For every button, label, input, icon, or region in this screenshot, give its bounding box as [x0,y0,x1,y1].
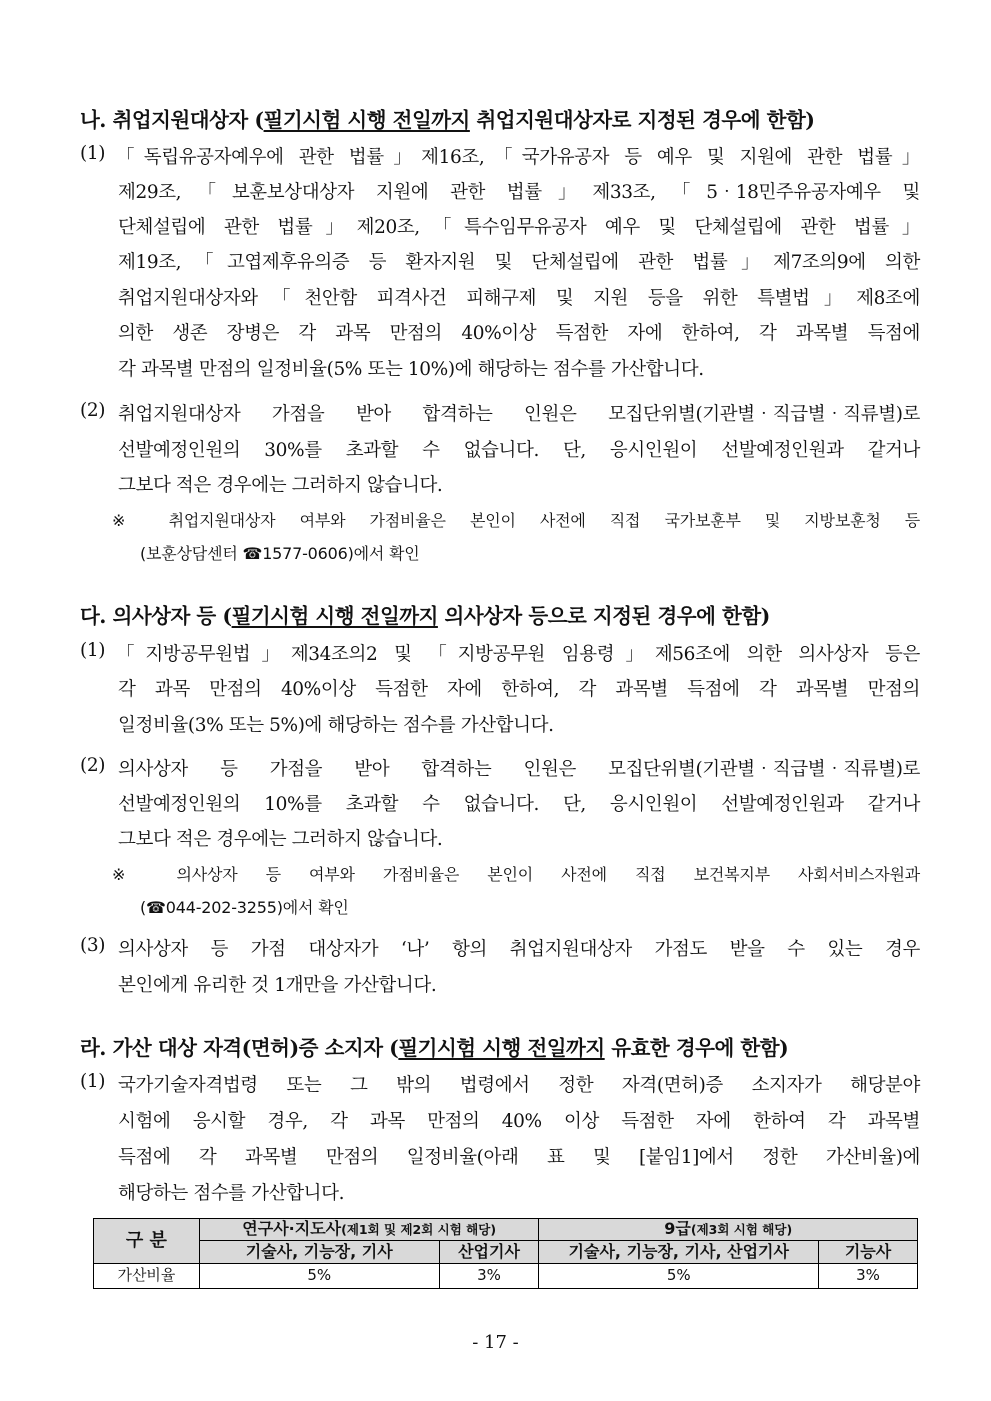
item-line: 국가기술자격법령 또는 그 밖의 법령에서 정한 자격(면허)증 소지자가 해당분야 [118,1075,920,1096]
table-subheader: 기술사, 기능장, 기사 [199,1241,439,1264]
table-header-group-grade9 [539,1219,918,1241]
item-line: 각 과목 만점의 40%이상 득점한 자에 한하여, 각 과목별 득점에 각 과목별 만점의 [118,679,920,700]
note-line: (보훈상담센터 ☎1577-0606)에서 확인 [140,544,420,563]
item-line: 취업지원대상자와「천안함 피격사건 피해구제 및 지원 등을 위한 특별법」제8조에 [118,288,920,309]
item-line: 「독립유공자예우에 관한 법률」제16조,「국가유공자 등 예우 및 지원에 관한 법률」 [116,147,920,168]
group-sub-label: (제3회 시험 해당) [690,1222,793,1238]
item-line: 「지방공무원법」제34조의2 및 「지방공무원 임용령」제56조에 의한 의사상자 등은 [116,644,920,665]
section-heading-da [80,599,920,629]
item-number: (3) [80,935,106,956]
item-line: 그보다 적은 경우에는 그러하지 않습니다. [118,475,443,496]
item-line: 일정비율(3% 또는 5%)에 해당하는 점수를 가산합니다. [118,715,554,736]
table-cell: 5% [199,1264,439,1289]
table-cell: 3% [439,1264,539,1289]
group-label: 9급 [664,1219,691,1239]
item-line: 그보다 적은 경우에는 그러하지 않습니다. [118,829,443,850]
heading-underline-text: 필기시험 시행 전일까지 [263,108,470,132]
heading-text: 취업지원대상자로 지정된 경우에 한함) [469,108,815,132]
section-heading-na [80,103,920,133]
item-line: 각 과목별 만점의 일정비율(5% 또는 10%)에 해당하는 점수를 가산합니다. [118,359,704,380]
page-number: - 17 - [472,1332,519,1353]
heading-text: 다. 의사상자 등 ( [80,604,232,628]
item-line: 의사상자 등 가점 대상자가 ‘나’ 항의 취업지원대상자 가점도 받을 수 있는 경우 [118,939,920,960]
item-line: 취업지원대상자 가점을 받아 합격하는 인원은 모집단위별(기관별‧직급별‧직류별)로 [118,404,920,425]
item-line: 시험에 응시할 경우, 각 과목 만점의 40% 이상 득점한 자에 한하여 각 과목별 [118,1111,920,1132]
item-line: 제29조,「보훈보상대상자 지원에 관한 법률」제33조,「5‧18민주유공자예우 및 [118,182,920,203]
table-header-category: 구 분 [94,1219,200,1264]
item-number: (1) [80,1071,106,1092]
item-line: 본인에게 유리한 것 1개만을 가산합니다. [118,975,437,996]
item-number: (1) [80,640,106,661]
table-subheader: 기능사 [819,1241,918,1264]
group-sub-label: (제1회 및 제2회 시험 해당) [341,1222,497,1238]
item-number: (1) [80,143,106,164]
group-label: 연구사·지도사 [242,1219,342,1239]
note-line: (☎044-202-3255)에서 확인 [140,898,349,917]
item-line: 의한 생존 장병은 각 과목 만점의 40%이상 득점한 자에 한하여, 각 과목별 득점에 [118,323,920,344]
heading-text: 의사상자 등으로 지정된 경우에 한함) [437,604,770,628]
note-line: ※ 의사상자 등 여부와 가점비율은 본인이 사전에 직접 보건복지부 사회서비스자원과 [112,865,920,884]
item-line: 선발예정인원의 30%를 초과할 수 없습니다. 단, 응시인원이 선발예정인원과 같거나 [118,440,920,461]
item-line: 단체설립에 관한 법률」제20조,「특수임무유공자 예우 및 단체설립에 관한 법률」 [118,217,920,238]
bonus-rate-table [93,1218,918,1289]
section-heading-ra [80,1031,920,1061]
item-number: (2) [80,400,106,421]
item-line: 의사상자 등 가점을 받아 합격하는 인원은 모집단위별(기관별‧직급별‧직류별)로 [118,759,920,780]
heading-underline-text: 필기시험 시행 전일까지 [398,1036,605,1060]
table-cell: 3% [819,1264,918,1289]
heading-text: 나. 취업지원대상자 ( [80,108,264,132]
item-line: 해당하는 점수를 가산합니다. [118,1183,345,1204]
heading-underline-text: 필기시험 시행 전일까지 [231,604,438,628]
table-cell: 5% [539,1264,819,1289]
heading-text: 유효한 경우에 한함) [604,1036,789,1060]
item-line: 선발예정인원의 10%를 초과할 수 없습니다. 단, 응시인원이 선발예정인원과 같거나 [118,794,920,815]
table-subheader: 산업기사 [439,1241,539,1264]
note-line: ※ 취업지원대상자 여부와 가점비율은 본인이 사전에 직접 국가보훈부 및 지방보훈청 등 [112,511,920,530]
table-row-label: 가산비율 [94,1264,200,1289]
item-line: 제19조,「고엽제후유의증 등 환자지원 및 단체설립에 관한 법률」제7조의9에 의한 [118,252,920,273]
item-line: 득점에 각 과목별 만점의 일정비율(아래 표 및 [붙임1]에서 정한 가산비율)에 [118,1147,920,1168]
item-number: (2) [80,755,106,776]
heading-text: 라. 가산 대상 자격(면허)증 소지자 ( [80,1036,399,1060]
table-header-group-researcher [199,1219,539,1241]
table-subheader: 기술사, 기능장, 기사, 산업기사 [539,1241,819,1264]
